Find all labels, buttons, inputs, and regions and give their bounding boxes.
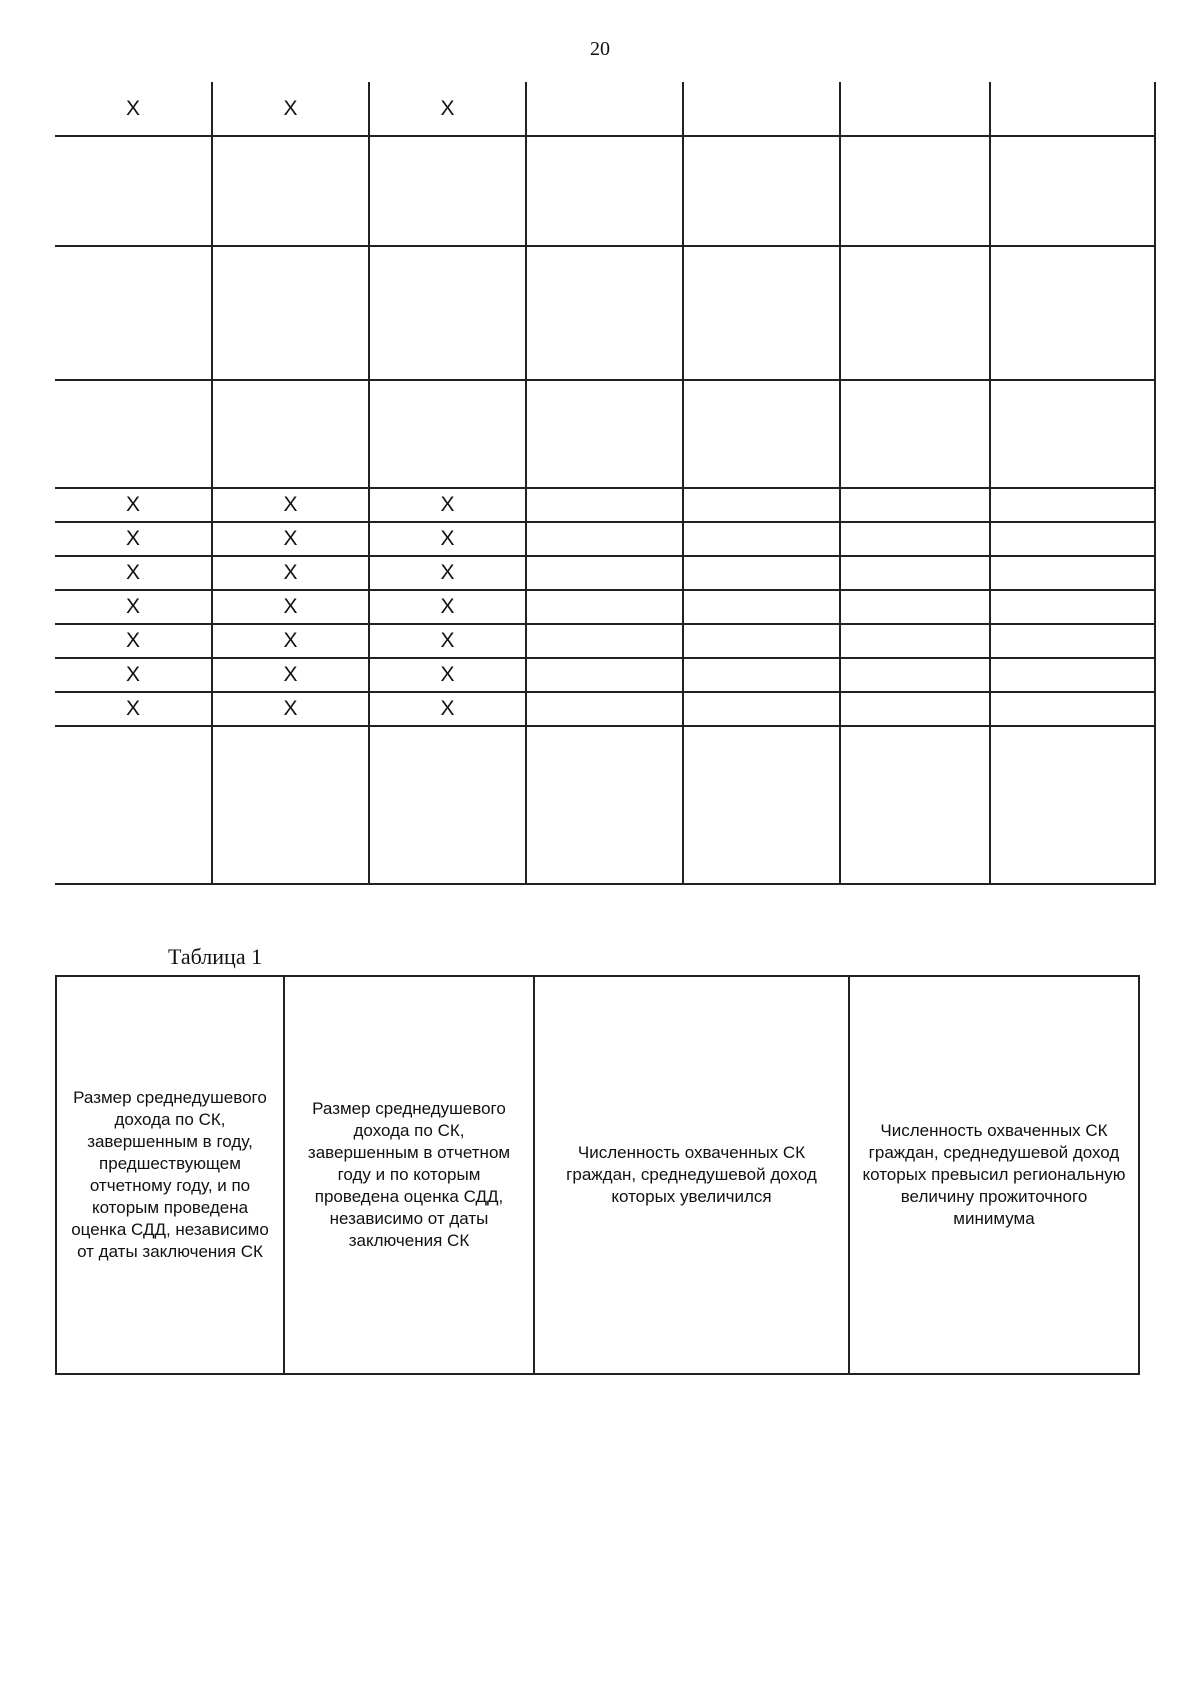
table-cell — [683, 246, 840, 380]
table-cell — [683, 82, 840, 136]
table-cell — [526, 522, 683, 556]
table-cell — [526, 246, 683, 380]
table-row — [55, 246, 1155, 380]
table-cell — [369, 136, 526, 246]
table-cell — [526, 726, 683, 884]
table-cell — [526, 590, 683, 624]
table-cell: X — [212, 624, 369, 658]
table-row — [55, 726, 1155, 884]
table-cell: X — [55, 522, 212, 556]
table-cell: X — [369, 82, 526, 136]
table-cell — [840, 246, 990, 380]
table-cell: X — [55, 590, 212, 624]
table-row — [55, 82, 1155, 136]
table-cell — [683, 380, 840, 488]
table-cell — [840, 488, 990, 522]
table-1-header-row — [56, 976, 1139, 1374]
table-cell: X — [212, 556, 369, 590]
table-row — [55, 658, 1155, 692]
table-cell — [840, 624, 990, 658]
table-cell — [840, 692, 990, 726]
table-cell — [840, 82, 990, 136]
table-1 — [55, 975, 1140, 1375]
table-row — [55, 624, 1155, 658]
table-cell — [683, 590, 840, 624]
table-cell — [840, 726, 990, 884]
table-cell — [55, 136, 212, 246]
table-cell — [55, 246, 212, 380]
table-cell — [55, 380, 212, 488]
table-row — [55, 556, 1155, 590]
table-cell — [840, 590, 990, 624]
table-cell: X — [369, 658, 526, 692]
table-cell — [840, 658, 990, 692]
table-row — [55, 136, 1155, 246]
table-cell — [526, 556, 683, 590]
table-cell — [526, 136, 683, 246]
table-row — [55, 522, 1155, 556]
table-cell: X — [369, 488, 526, 522]
table-cell — [990, 556, 1155, 590]
continuation-table — [55, 82, 1156, 885]
table-cell — [683, 658, 840, 692]
table-cell: X — [55, 624, 212, 658]
table-cell — [990, 692, 1155, 726]
table-cell — [990, 82, 1155, 136]
table-cell — [990, 624, 1155, 658]
header-cell: Размер среднедушевого дохода по СК, завершенным в отчетном году и по которым проведена оценка СДД, независимо от даты заключения СК — [284, 976, 534, 1374]
table-cell: X — [55, 82, 212, 136]
table-cell — [683, 136, 840, 246]
table-caption: Таблица 1 — [168, 944, 263, 969]
table-cell — [526, 658, 683, 692]
table-row — [55, 590, 1155, 624]
table-cell: X — [55, 658, 212, 692]
table-cell — [990, 590, 1155, 624]
table-cell — [526, 692, 683, 726]
header-cell: Численность охваченных СК граждан, среднедушевой доход которых превысил региональную величину прожиточного минимума — [849, 976, 1139, 1374]
table-cell: X — [212, 82, 369, 136]
table-cell — [683, 556, 840, 590]
table-cell — [990, 726, 1155, 884]
table-cell — [840, 380, 990, 488]
header-cell: Размер среднедушевого дохода по СК, завершенным в году, предшествующем отчетному году, и по которым проведена оценка СДД, независимо от даты заключения СК — [56, 976, 284, 1374]
table-cell — [990, 380, 1155, 488]
table-cell — [990, 488, 1155, 522]
table-cell: X — [369, 624, 526, 658]
table-cell — [990, 658, 1155, 692]
table-cell: X — [55, 556, 212, 590]
table-cell — [990, 522, 1155, 556]
table-cell — [526, 82, 683, 136]
table-cell: X — [212, 522, 369, 556]
table-row — [55, 380, 1155, 488]
table-row — [55, 692, 1155, 726]
table-cell: X — [212, 488, 369, 522]
table-cell — [212, 380, 369, 488]
table-cell: X — [369, 522, 526, 556]
table-cell: X — [369, 556, 526, 590]
page-number: 20 — [590, 38, 610, 60]
header-cell: Численность охваченных СК граждан, среднедушевой доход которых увеличился — [534, 976, 849, 1374]
table-row — [55, 488, 1155, 522]
table-cell — [369, 726, 526, 884]
table-cell — [526, 488, 683, 522]
table-cell — [683, 522, 840, 556]
table-cell — [55, 726, 212, 884]
table-cell — [683, 624, 840, 658]
table-cell: X — [55, 488, 212, 522]
table-cell: X — [55, 692, 212, 726]
table-cell: X — [369, 590, 526, 624]
table-cell — [840, 136, 990, 246]
table-cell — [526, 624, 683, 658]
table-cell: X — [369, 692, 526, 726]
table-cell — [526, 380, 683, 488]
table-cell: X — [212, 692, 369, 726]
table-cell — [840, 556, 990, 590]
table-cell — [683, 692, 840, 726]
table-cell — [683, 488, 840, 522]
table-cell — [840, 522, 990, 556]
table-cell — [683, 726, 840, 884]
table-cell: X — [212, 590, 369, 624]
table-cell — [212, 246, 369, 380]
table-cell — [990, 246, 1155, 380]
table-cell — [990, 136, 1155, 246]
table-cell — [369, 380, 526, 488]
table-cell — [212, 136, 369, 246]
table-cell — [212, 726, 369, 884]
table-cell: X — [212, 658, 369, 692]
table-cell — [369, 246, 526, 380]
